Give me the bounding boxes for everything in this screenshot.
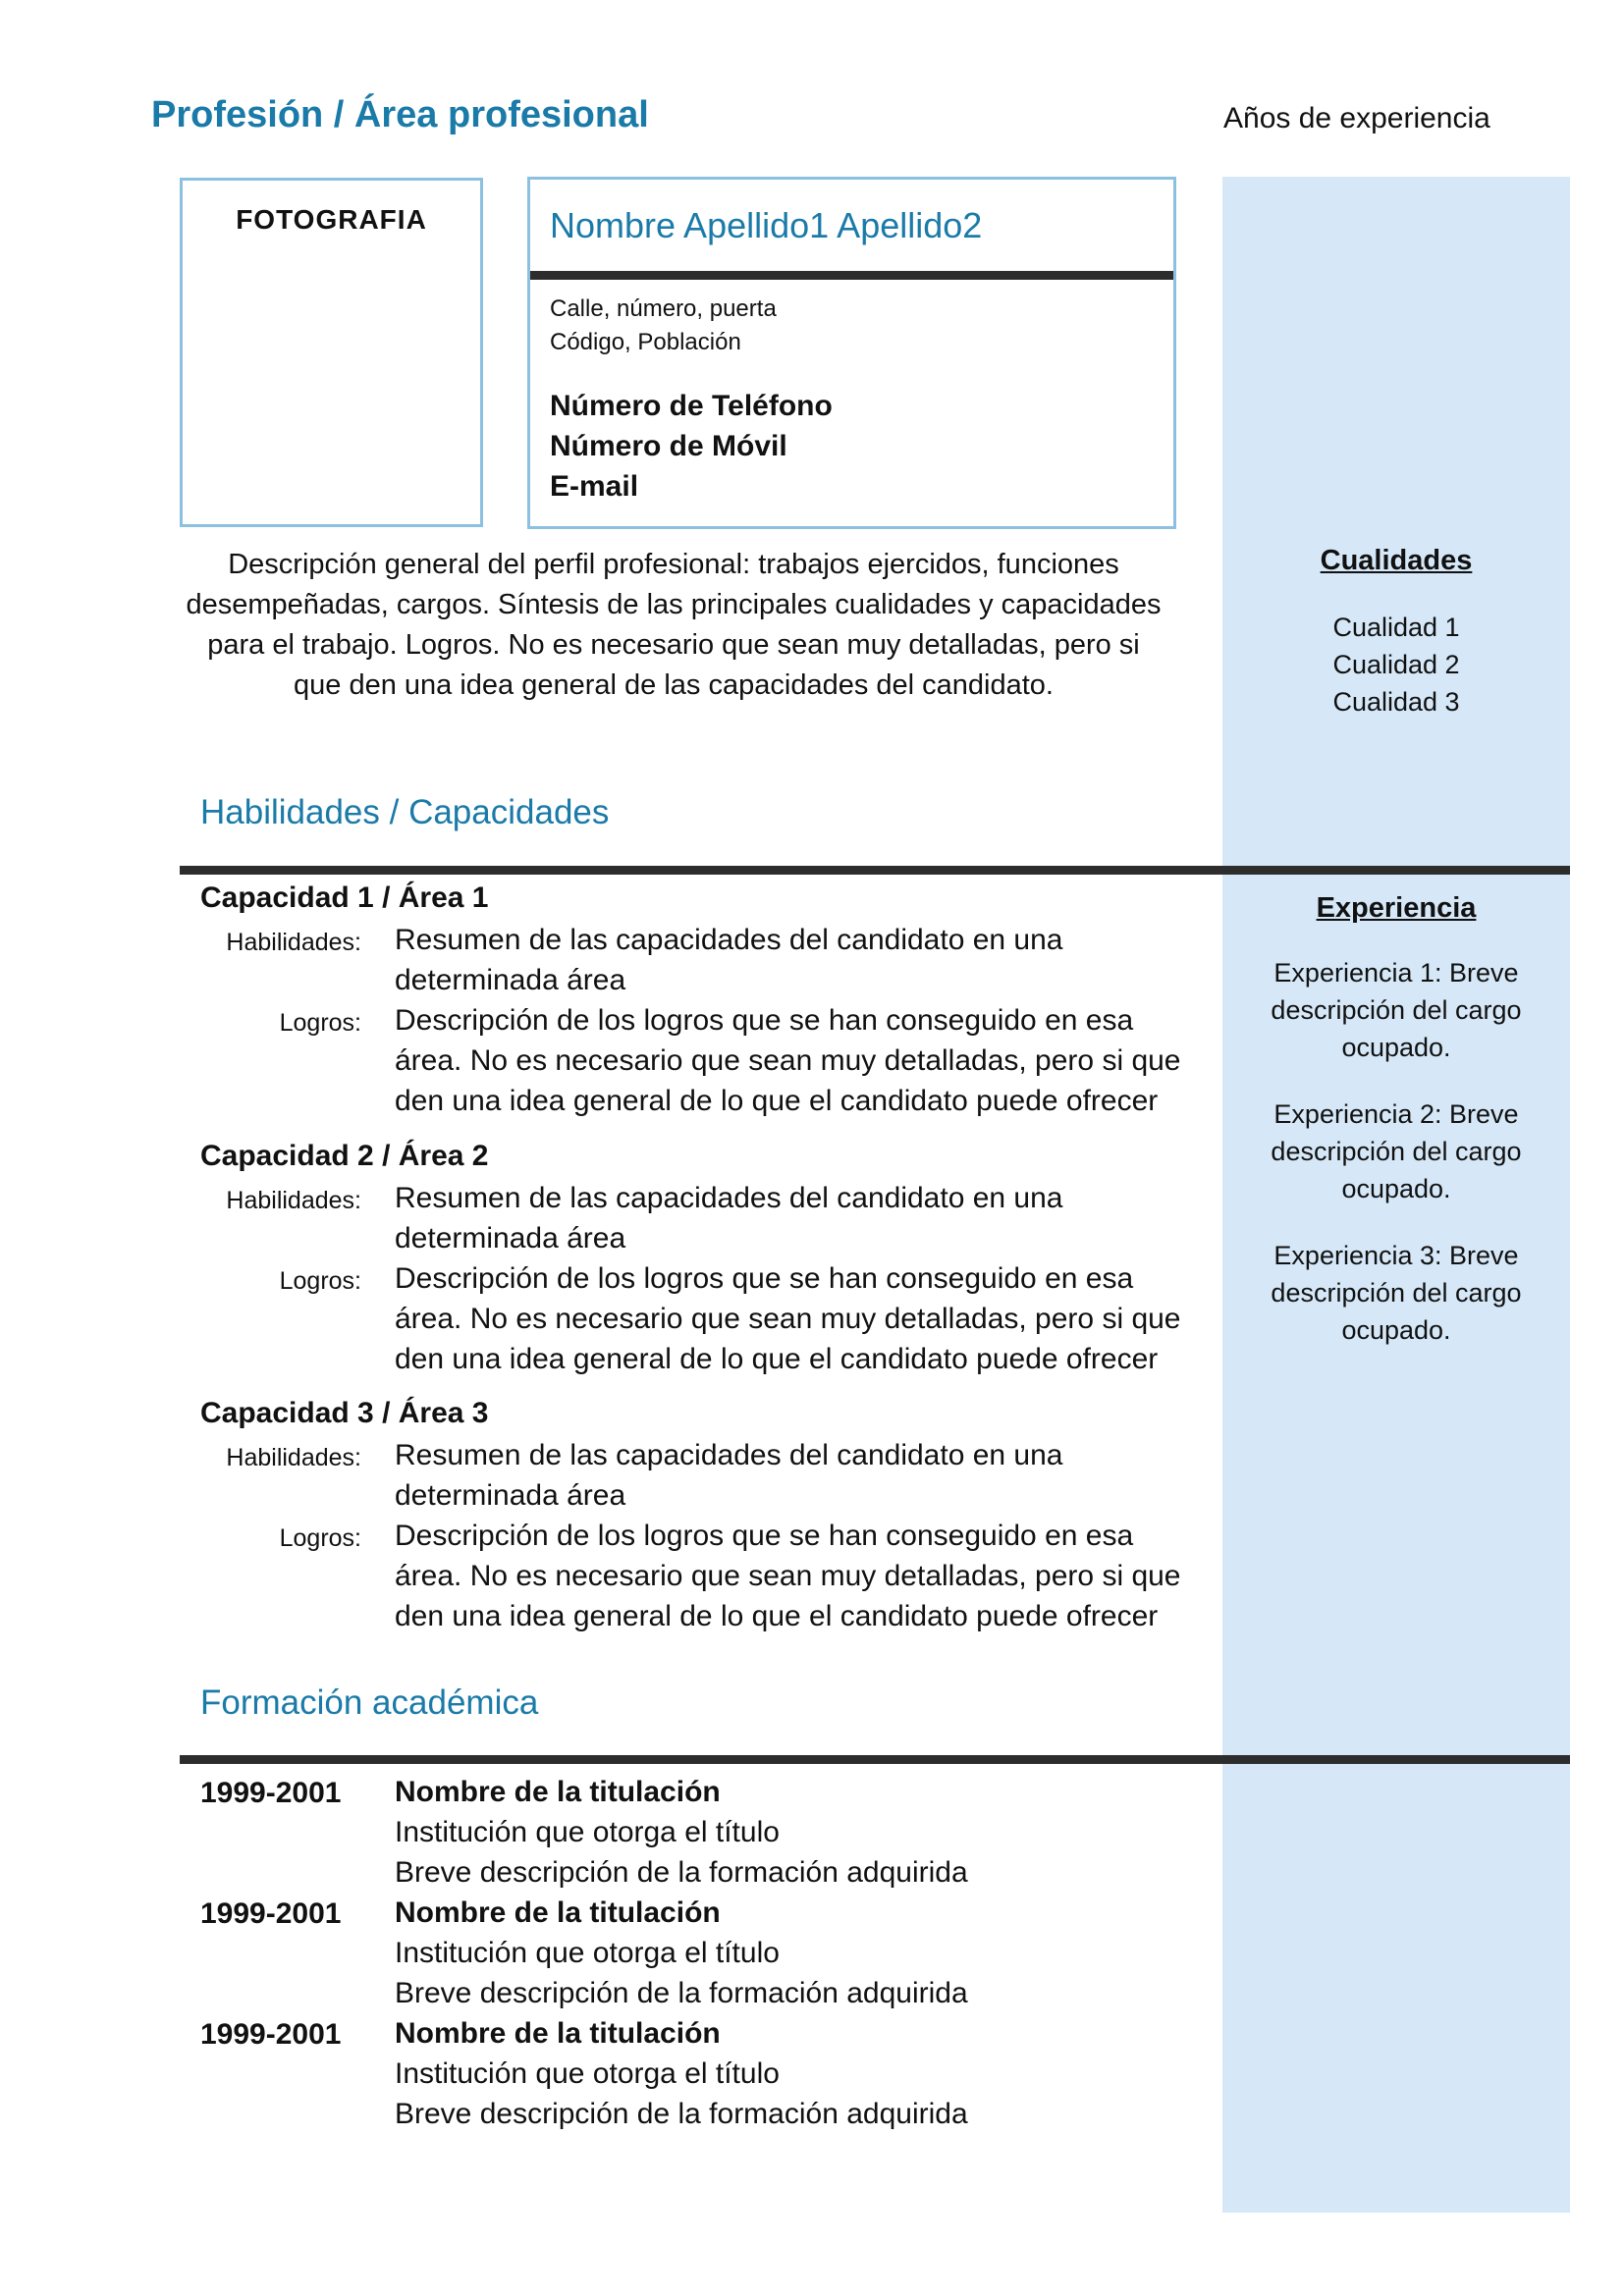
capacity-title: Capacidad 1 / Área 1 <box>200 881 489 914</box>
achievements-text: Descripción de los logros que se han conseguido en esa área. No es necesario que sean muy detalladas, pero si que den una idea general de lo que el candidato puede ofrecer <box>395 1262 1181 1375</box>
years-of-experience: Años de experiencia <box>1223 102 1490 134</box>
quality-item: Cualidad 3 <box>1332 687 1460 717</box>
experience-item: Experiencia 3: Breve descripción del cargo ocupado. <box>1271 1241 1522 1345</box>
quality-item: Cualidad 2 <box>1332 650 1460 679</box>
degree-description: Breve descripción de la formación adquirida <box>395 1977 968 2009</box>
degree-description: Breve descripción de la formación adquirida <box>395 2098 968 2130</box>
degree-name: Nombre de la titulación <box>395 1776 721 1808</box>
name-divider <box>530 271 1173 280</box>
experience-item: Experiencia 1: Breve descripción del cargo ocupado. <box>1271 958 1522 1062</box>
achievements-label: Logros: <box>279 1524 361 1552</box>
photo-box <box>180 178 483 527</box>
education-years: 1999-2001 <box>200 1897 342 1930</box>
achievements-label: Logros: <box>279 1009 361 1037</box>
degree-name: Nombre de la titulación <box>395 1896 721 1929</box>
contact-box <box>527 177 1176 529</box>
experience-heading: Experiencia <box>1316 892 1477 924</box>
skills-heading: Habilidades / Capacidades <box>200 793 610 831</box>
skills-label: Habilidades: <box>226 929 361 956</box>
address-line-2: Código, Población <box>550 329 741 355</box>
achievements-label: Logros: <box>279 1267 361 1295</box>
education-years: 1999-2001 <box>200 1777 342 1809</box>
degree-name: Nombre de la titulación <box>395 2017 721 2050</box>
quality-item: Cualidad 1 <box>1332 613 1460 642</box>
profile-summary: Descripción general del perfil profesional: trabajos ejercidos, funciones desempeñadas, cargos. Síntesis de las principales cualidades y capacidades para el trabajo. Logros. No es necesario que sean muy detalladas, pero si que den una idea general de las capacidades del candidato. <box>186 549 1162 701</box>
qualities-list <box>1222 609 1570 721</box>
institution: Institución que otorga el título <box>395 1816 780 1848</box>
skills-text: Resumen de las capacidades del candidato en una determinada área <box>395 1182 1063 1255</box>
education-divider <box>180 1755 1570 1764</box>
profession-title: Profesión / Área profesional <box>151 94 649 135</box>
skills-label: Habilidades: <box>226 1444 361 1471</box>
education-heading: Formación académica <box>200 1683 539 1722</box>
phone-number: Número de Teléfono <box>550 390 833 422</box>
achievements-text: Descripción de los logros que se han conseguido en esa área. No es necesario que sean muy detalladas, pero si que den una idea general de lo que el candidato puede ofrecer <box>395 1520 1181 1632</box>
email: E-mail <box>550 470 639 503</box>
skills-text: Resumen de las capacidades del candidato en una determinada área <box>395 1439 1063 1512</box>
achievements-text: Descripción de los logros que se han conseguido en esa área. No es necesario que sean muy detalladas, pero si que den una idea general de lo que el candidato puede ofrecer <box>395 1004 1181 1117</box>
capacity-title: Capacidad 3 / Área 3 <box>200 1397 489 1429</box>
qualities-heading: Cualidades <box>1320 545 1473 576</box>
degree-description: Breve descripción de la formación adquirida <box>395 1856 968 1889</box>
address-line-1: Calle, número, puerta <box>550 295 777 322</box>
photo-label: FOTOGRAFIA <box>236 204 427 235</box>
institution: Institución que otorga el título <box>395 1937 780 1969</box>
institution: Institución que otorga el título <box>395 2057 780 2090</box>
skills-text: Resumen de las capacidades del candidato en una determinada área <box>395 924 1063 996</box>
capacity-title: Capacidad 2 / Área 2 <box>200 1140 489 1172</box>
mobile-number: Número de Móvil <box>550 430 787 462</box>
skills-divider <box>180 866 1570 875</box>
full-name: Nombre Apellido1 Apellido2 <box>550 205 983 245</box>
experience-item: Experiencia 2: Breve descripción del cargo ocupado. <box>1271 1099 1522 1203</box>
skills-label: Habilidades: <box>226 1187 361 1214</box>
education-years: 1999-2001 <box>200 2018 342 2051</box>
